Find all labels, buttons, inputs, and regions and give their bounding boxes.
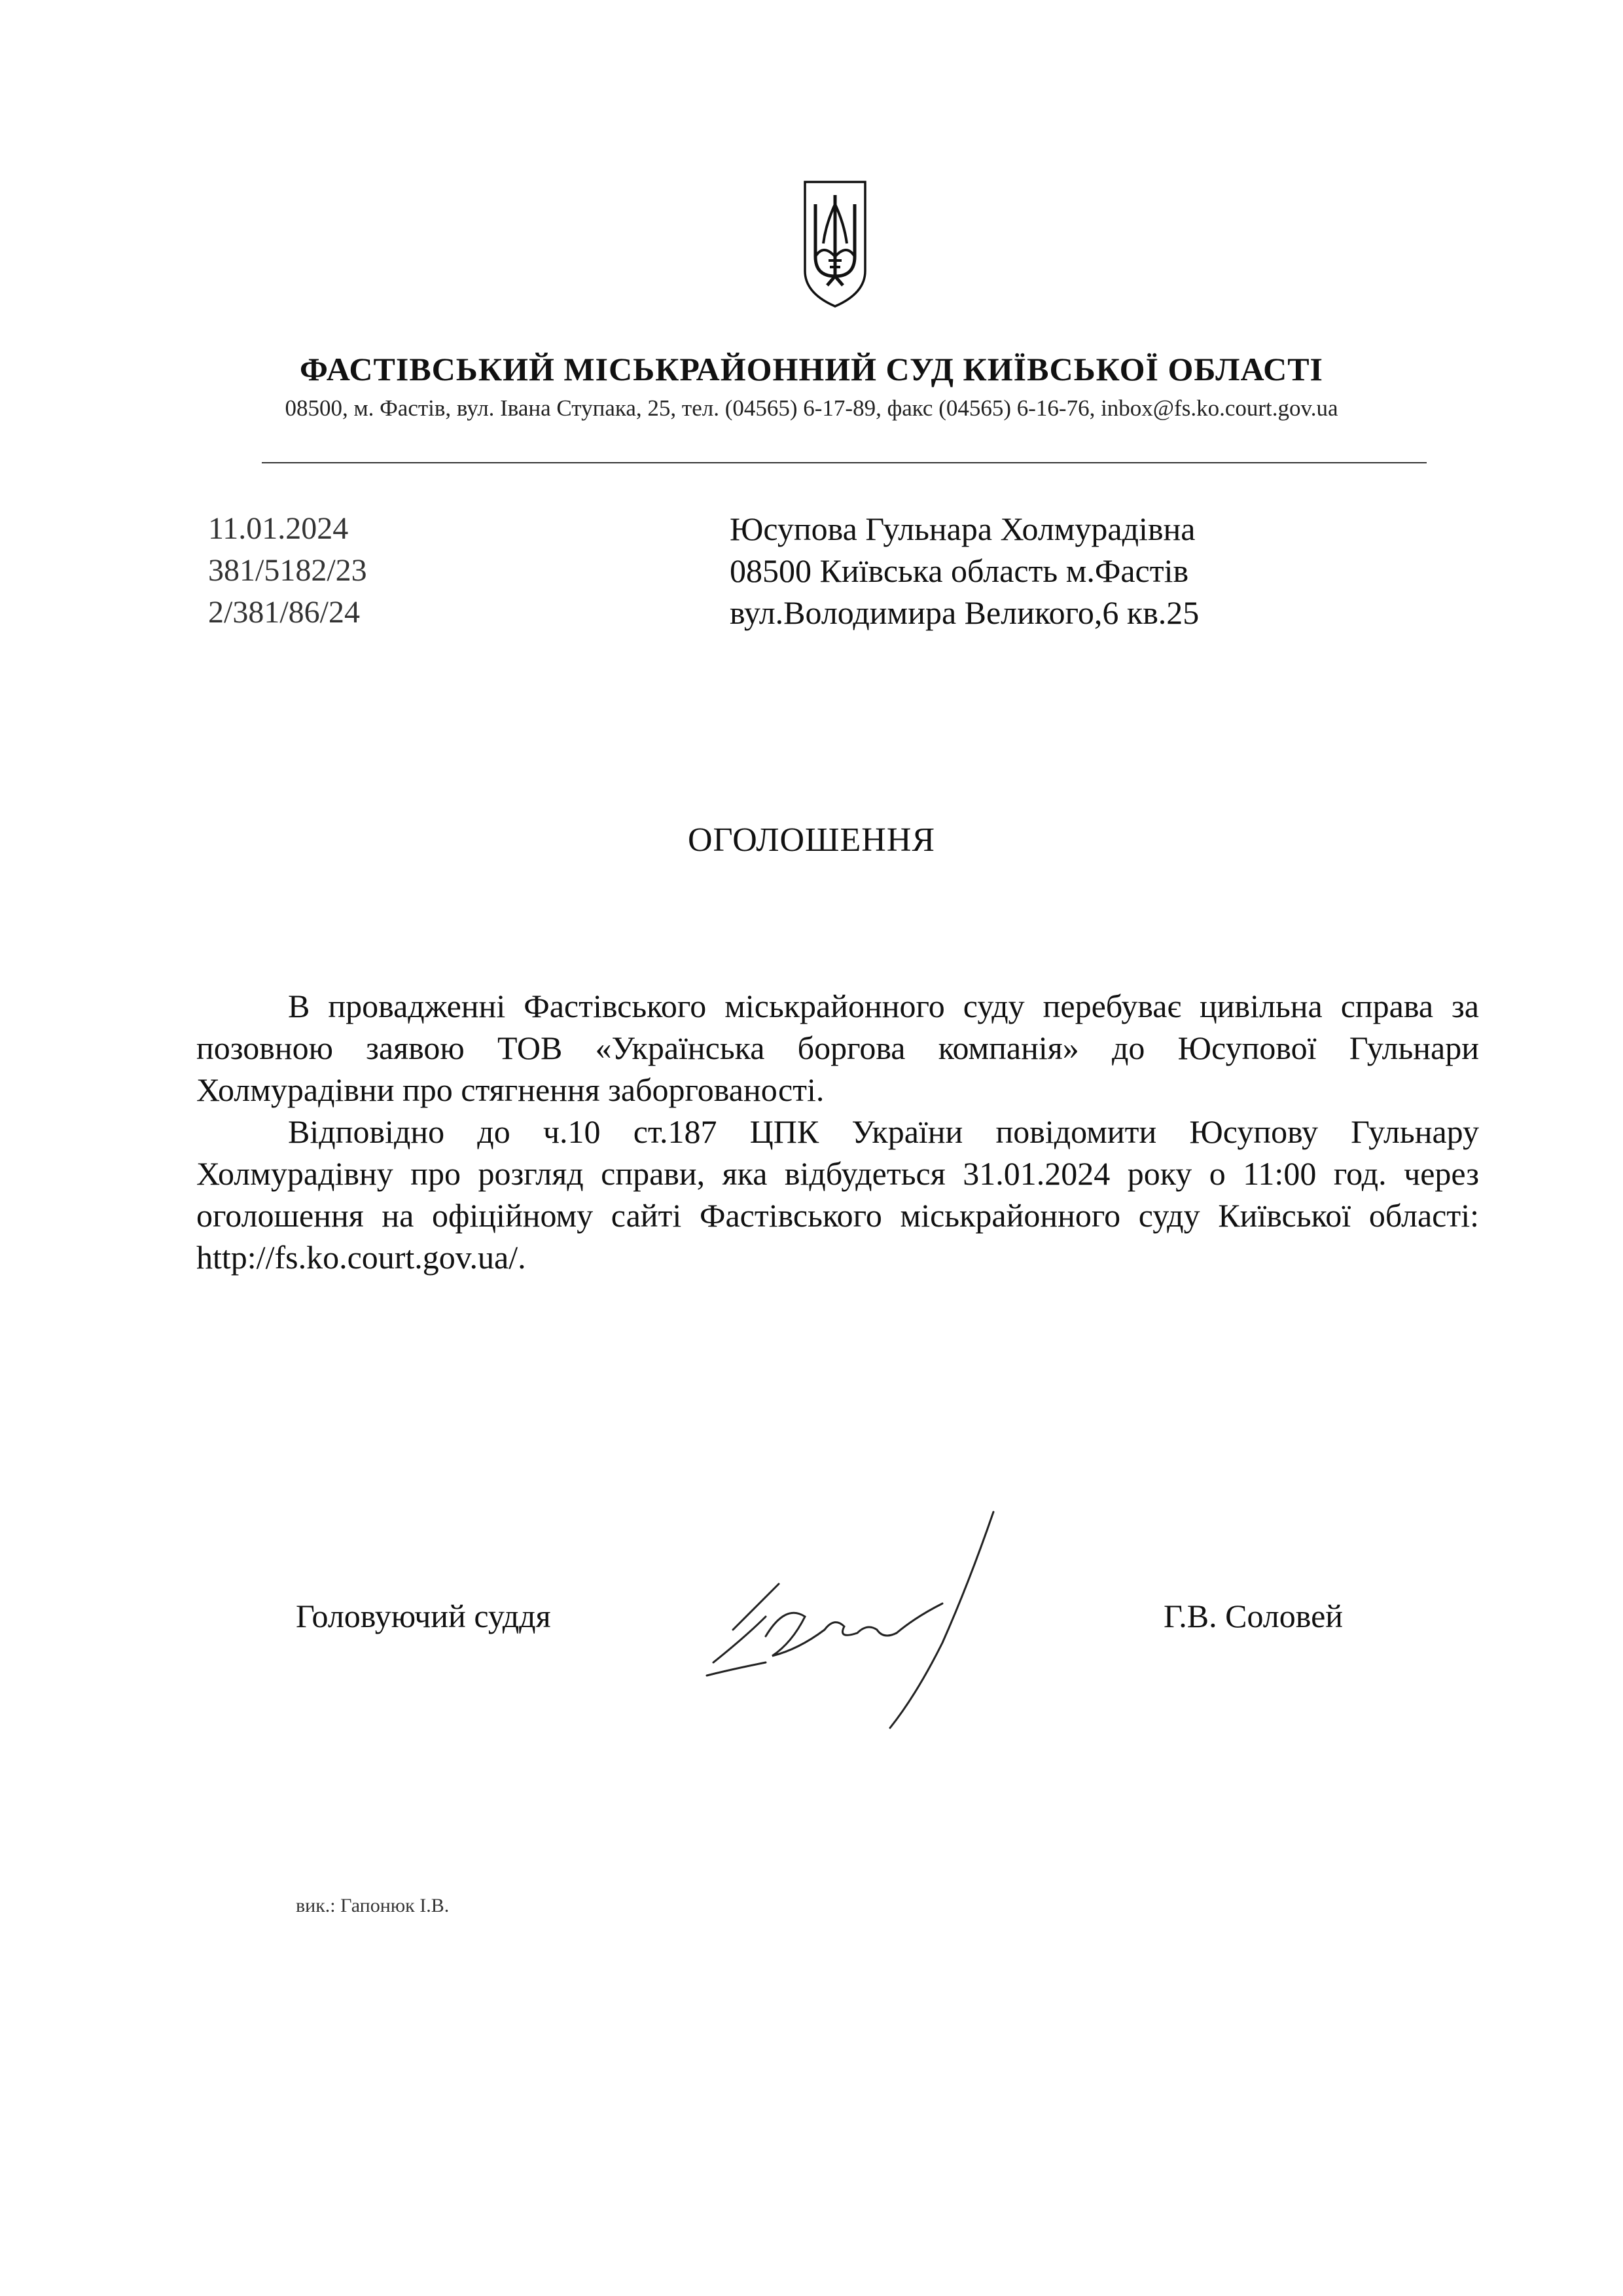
- addressee-block: [730, 508, 1199, 634]
- signatory-role: Головуючий суддя: [296, 1598, 551, 1634]
- signatory-name: Г.В. Соловей: [1164, 1598, 1344, 1634]
- document-date: 11.01.2024: [208, 511, 349, 546]
- paragraph-notice: Відповідно до ч.10 ст.187 ЦПК України повідомити Юсупову Гульнару Холмурадівну про розгляд справи, яка відбудеться 31.01.2024 року о 11:00 год. через оголошення на офіційному сайті Фастівського міськрайонного суду Київської області: http://fs.ko.court.gov.ua/.: [196, 1113, 1479, 1276]
- outgoing-number: 2/381/86/24: [208, 595, 361, 630]
- addressee-city: 08500 Київська область м.Фастів: [730, 552, 1189, 589]
- document-heading: ОГОЛОШЕННЯ: [687, 821, 936, 859]
- addressee-name: Юсупова Гульнара Холмурадівна: [730, 511, 1196, 547]
- addressee-street: вул.Володимира Великого,6 кв.25: [730, 594, 1200, 631]
- court-title: ФАСТІВСЬКИЙ МІСЬКРАЙОННИЙ СУД КИЇВСЬКОЇ ОБЛАСТІ: [299, 351, 1324, 387]
- court-contacts: 08500, м. Фастів, вул. Івана Ступака, 25, тел. (04565) 6-17-89, факс (04565) 6-16-76, inbox@fs.ko.court.gov.ua: [285, 395, 1338, 421]
- document-meta: [208, 508, 367, 634]
- paragraph-proceedings: В провадженні Фастівського міськрайонного суду перебуває цивільна справа за позовною заявою ТОВ «Українська боргова компанія» до Юсупової Гульнари Холмурадівни про стягнення заборгованості.: [196, 988, 1479, 1108]
- header-divider: [262, 462, 1427, 463]
- handwritten-signature: [694, 1505, 1008, 1741]
- case-number: 381/5182/23: [208, 553, 367, 588]
- coat-of-arms-icon: [801, 178, 869, 309]
- announcement-body: [196, 985, 1479, 1278]
- executor-note: вик.: Гапонюк І.В.: [296, 1895, 450, 1916]
